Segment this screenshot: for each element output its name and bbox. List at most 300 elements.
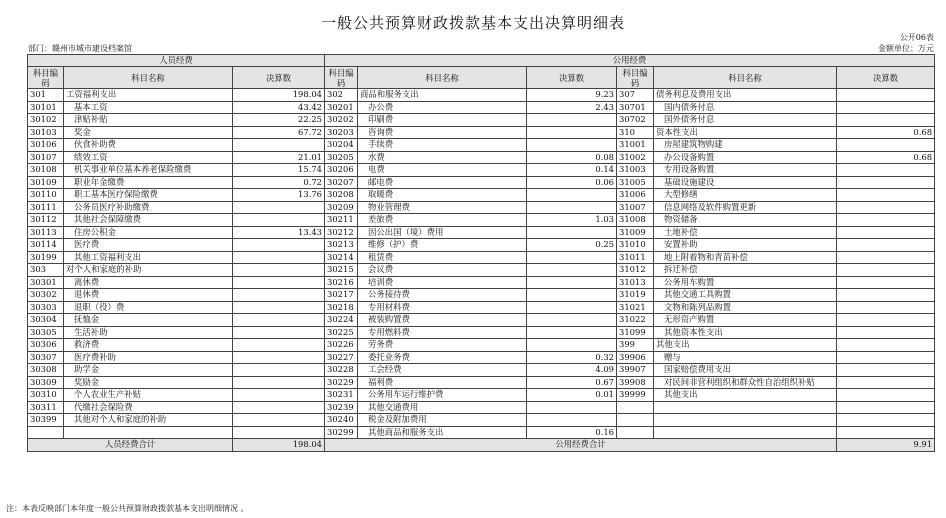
- name-cell: 其他对个人和家庭的补助: [64, 414, 233, 427]
- form-number: 公开06表: [899, 33, 934, 42]
- unit-label: 金额单位：万元: [878, 44, 934, 53]
- code-cell: 31001: [617, 139, 654, 152]
- code-cell: 31005: [617, 176, 654, 189]
- amount-cell: 198.04: [233, 89, 325, 102]
- group-header-row: [28, 55, 935, 67]
- code-cell: 30113: [28, 226, 64, 239]
- amount-cell: [837, 239, 935, 252]
- amount-cell: [233, 426, 325, 439]
- code-cell: 30211: [325, 214, 358, 227]
- name-cell: 职业年金缴费: [64, 176, 233, 189]
- code-cell: 30225: [325, 326, 358, 339]
- table-row: [28, 114, 935, 127]
- name-cell: 公务接待费: [358, 289, 527, 302]
- amount-cell: [527, 314, 617, 327]
- total-public-value: 9.91: [837, 439, 935, 452]
- amount-cell: [837, 301, 935, 314]
- group-public-header: 公用经费: [325, 55, 935, 67]
- code-cell: 307: [617, 89, 654, 102]
- code-cell: 30311: [28, 401, 64, 414]
- code-cell: 30212: [325, 226, 358, 239]
- amount-cell: [837, 401, 935, 414]
- amount-cell: [837, 264, 935, 277]
- code-cell: 30215: [325, 264, 358, 277]
- amount-cell: 0.32: [527, 351, 617, 364]
- name-cell: 资本性支出: [654, 126, 837, 139]
- amount-cell: 0.16: [527, 426, 617, 439]
- name-cell: 咨询费: [358, 126, 527, 139]
- amount-cell: [233, 326, 325, 339]
- amount-cell: [233, 414, 325, 427]
- table-row: [28, 364, 935, 377]
- name-cell: 其他交通费用: [358, 401, 527, 414]
- total-personnel-value: 198.04: [233, 439, 325, 452]
- name-cell: 生活补助: [64, 326, 233, 339]
- amount-cell: 4.09: [527, 364, 617, 377]
- amount-cell: [837, 326, 935, 339]
- code-cell: 30229: [325, 376, 358, 389]
- code-cell: 30309: [28, 376, 64, 389]
- amount-cell: [233, 289, 325, 302]
- name-cell: 电费: [358, 164, 527, 177]
- name-cell: 其他社会保障缴费: [64, 214, 233, 227]
- name-cell: 救济费: [64, 339, 233, 352]
- amount-cell: 0.72: [233, 176, 325, 189]
- table-row: [28, 376, 935, 389]
- amount-cell: [837, 139, 935, 152]
- code-cell: 30106: [28, 139, 64, 152]
- name-cell: 劳务费: [358, 339, 527, 352]
- code-cell: 30216: [325, 276, 358, 289]
- name-cell: 退休费: [64, 289, 233, 302]
- code-cell: 30228: [325, 364, 358, 377]
- table-row: [28, 139, 935, 152]
- code-cell: 30305: [28, 326, 64, 339]
- code-cell: 30207: [325, 176, 358, 189]
- table-row: [28, 264, 935, 277]
- col-header-code: 科目编码: [325, 67, 358, 89]
- col-header-name: 科目名称: [654, 67, 837, 89]
- name-cell: 福利费: [358, 376, 527, 389]
- name-cell: 抚恤金: [64, 314, 233, 327]
- amount-cell: 13.76: [233, 189, 325, 202]
- total-public-label: 公用经费合计: [325, 439, 837, 452]
- table-row: [28, 251, 935, 264]
- name-cell: 取暖费: [358, 189, 527, 202]
- col-header-code: 科目编码: [617, 67, 654, 89]
- amount-cell: [233, 139, 325, 152]
- code-cell: 302: [325, 89, 358, 102]
- code-cell: 30114: [28, 239, 64, 252]
- code-cell: [617, 414, 654, 427]
- amount-cell: [837, 164, 935, 177]
- code-cell: 30214: [325, 251, 358, 264]
- code-cell: 30227: [325, 351, 358, 364]
- code-cell: 31012: [617, 264, 654, 277]
- code-cell: 31010: [617, 239, 654, 252]
- amount-cell: [527, 264, 617, 277]
- expenditure-table: [27, 54, 935, 452]
- name-cell: 代缴社会保险费: [64, 401, 233, 414]
- name-cell: 被装购置费: [358, 314, 527, 327]
- group-personnel-header: 人员经费: [28, 55, 325, 67]
- amount-cell: [837, 426, 935, 439]
- code-cell: 30208: [325, 189, 358, 202]
- name-cell: 伙食补助费: [64, 139, 233, 152]
- name-cell: 无形资产购置: [654, 314, 837, 327]
- code-cell: 30306: [28, 339, 64, 352]
- name-cell: 机关事业单位基本养老保险缴费: [64, 164, 233, 177]
- code-cell: 30240: [325, 414, 358, 427]
- amount-cell: 15.74: [233, 164, 325, 177]
- table-row: [28, 101, 935, 114]
- code-cell: 30303: [28, 301, 64, 314]
- code-cell: 30239: [325, 401, 358, 414]
- amount-cell: 0.25: [527, 239, 617, 252]
- code-cell: 30108: [28, 164, 64, 177]
- amount-cell: [527, 114, 617, 127]
- department-label: 部门：赣州市城市建设档案馆: [28, 44, 132, 53]
- code-cell: 310: [617, 126, 654, 139]
- code-cell: 30213: [325, 239, 358, 252]
- name-cell: 对个人和家庭的补助: [64, 264, 233, 277]
- code-cell: 30201: [325, 101, 358, 114]
- code-cell: 301: [28, 89, 64, 102]
- amount-cell: [233, 239, 325, 252]
- amount-cell: [837, 339, 935, 352]
- name-cell: 办公费: [358, 101, 527, 114]
- name-cell: 工资福利支出: [64, 89, 233, 102]
- name-cell: 物资储备: [654, 214, 837, 227]
- name-cell: 差旅费: [358, 214, 527, 227]
- name-cell: 奖励金: [64, 376, 233, 389]
- name-cell: 商品和服务支出: [358, 89, 527, 102]
- name-cell: 个人农业生产补贴: [64, 389, 233, 402]
- amount-cell: 1.03: [527, 214, 617, 227]
- page-title: 一般公共预算财政拨款基本支出决算明细表: [320, 14, 625, 32]
- name-cell: 基本工资: [64, 101, 233, 114]
- amount-cell: 67.72: [233, 126, 325, 139]
- code-cell: 30112: [28, 214, 64, 227]
- code-cell: 31003: [617, 164, 654, 177]
- name-cell: 国外债务付息: [654, 114, 837, 127]
- name-cell: 公务用车购置: [654, 276, 837, 289]
- name-cell: 会议费: [358, 264, 527, 277]
- code-cell: 30101: [28, 101, 64, 114]
- name-cell: 因公出国（境）费用: [358, 226, 527, 239]
- amount-cell: [527, 189, 617, 202]
- amount-cell: [527, 339, 617, 352]
- code-cell: 30304: [28, 314, 64, 327]
- amount-cell: 13.43: [233, 226, 325, 239]
- table-row: [28, 201, 935, 214]
- amount-cell: 0.67: [527, 376, 617, 389]
- amount-cell: 0.06: [527, 176, 617, 189]
- table-row: [28, 151, 935, 164]
- code-cell: 31022: [617, 314, 654, 327]
- name-cell: 国家赔偿费用支出: [654, 364, 837, 377]
- total-row: [28, 439, 935, 452]
- code-cell: 30218: [325, 301, 358, 314]
- code-cell: [28, 426, 64, 439]
- code-cell: 30205: [325, 151, 358, 164]
- name-cell: 培训费: [358, 276, 527, 289]
- name-cell: 工会经费: [358, 364, 527, 377]
- amount-cell: [837, 251, 935, 264]
- table-row: [28, 126, 935, 139]
- amount-cell: [837, 176, 935, 189]
- table-row: [28, 314, 935, 327]
- code-cell: 31006: [617, 189, 654, 202]
- name-cell: 其他商品和服务支出: [358, 426, 527, 439]
- name-cell: 专用设备购置: [654, 164, 837, 177]
- code-cell: 31019: [617, 289, 654, 302]
- name-cell: 专用燃料费: [358, 326, 527, 339]
- col-header-amount: 决算数: [233, 67, 325, 89]
- amount-cell: [233, 351, 325, 364]
- name-cell: 其他交通工具购置: [654, 289, 837, 302]
- code-cell: 30203: [325, 126, 358, 139]
- code-cell: 31007: [617, 201, 654, 214]
- table-row: [28, 301, 935, 314]
- code-cell: 30209: [325, 201, 358, 214]
- name-cell: 税金及附加费用: [358, 414, 527, 427]
- amount-cell: [233, 276, 325, 289]
- name-cell: 医疗费补助: [64, 351, 233, 364]
- amount-cell: [527, 251, 617, 264]
- amount-cell: [837, 414, 935, 427]
- table-row: [28, 414, 935, 427]
- amount-cell: [837, 389, 935, 402]
- amount-cell: [837, 201, 935, 214]
- col-header-name: 科目名称: [358, 67, 527, 89]
- code-cell: 39999: [617, 389, 654, 402]
- name-cell: 对民间非营利组织和群众性自治组织补贴: [654, 376, 837, 389]
- name-cell: 维修（护）费: [358, 239, 527, 252]
- code-cell: [617, 401, 654, 414]
- name-cell: 安置补助: [654, 239, 837, 252]
- code-cell: 31021: [617, 301, 654, 314]
- code-cell: 30302: [28, 289, 64, 302]
- amount-cell: [233, 214, 325, 227]
- amount-cell: [527, 276, 617, 289]
- amount-cell: [233, 339, 325, 352]
- amount-cell: 43.42: [233, 101, 325, 114]
- col-header-name: 科目名称: [64, 67, 233, 89]
- table-row: [28, 326, 935, 339]
- table-row: [28, 351, 935, 364]
- code-cell: 303: [28, 264, 64, 277]
- col-header-code: 科目编码: [28, 67, 64, 89]
- code-cell: 30103: [28, 126, 64, 139]
- name-cell: 债务利息及费用支出: [654, 89, 837, 102]
- code-cell: 30102: [28, 114, 64, 127]
- amount-cell: [837, 364, 935, 377]
- name-cell: 土地补偿: [654, 226, 837, 239]
- name-cell: 公务用车运行维护费: [358, 389, 527, 402]
- amount-cell: [527, 401, 617, 414]
- name-cell: 其他资本性支出: [654, 326, 837, 339]
- table-row: [28, 339, 935, 352]
- name-cell: 退职（役）费: [64, 301, 233, 314]
- name-cell: [654, 414, 837, 427]
- table-row: [28, 289, 935, 302]
- name-cell: 津贴补贴: [64, 114, 233, 127]
- amount-cell: [233, 364, 325, 377]
- name-cell: 大型修缮: [654, 189, 837, 202]
- code-cell: 31002: [617, 151, 654, 164]
- name-cell: 拆迁补偿: [654, 264, 837, 277]
- amount-cell: 0.68: [837, 151, 935, 164]
- footnote: 注：本表反映部门本年度一般公共预算财政拨款基本支出明细情况 。: [6, 504, 249, 513]
- amount-cell: [837, 289, 935, 302]
- amount-cell: [233, 376, 325, 389]
- total-personnel-label: 人员经费合计: [28, 439, 233, 452]
- name-cell: 其他支出: [654, 339, 837, 352]
- code-cell: 30202: [325, 114, 358, 127]
- amount-cell: 0.14: [527, 164, 617, 177]
- name-cell: [654, 401, 837, 414]
- name-cell: 邮电费: [358, 176, 527, 189]
- amount-cell: [837, 276, 935, 289]
- code-cell: 399: [617, 339, 654, 352]
- column-header-row: [28, 67, 935, 89]
- name-cell: 基础设施建设: [654, 176, 837, 189]
- code-cell: 30301: [28, 276, 64, 289]
- code-cell: 30308: [28, 364, 64, 377]
- code-cell: 31008: [617, 214, 654, 227]
- code-cell: 30310: [28, 389, 64, 402]
- name-cell: 国内债务付息: [654, 101, 837, 114]
- code-cell: 31099: [617, 326, 654, 339]
- table-row: [28, 239, 935, 252]
- table-row: [28, 276, 935, 289]
- code-cell: 30226: [325, 339, 358, 352]
- name-cell: 绩效工资: [64, 151, 233, 164]
- name-cell: 医疗费: [64, 239, 233, 252]
- amount-cell: [527, 139, 617, 152]
- table-row: [28, 214, 935, 227]
- name-cell: [64, 426, 233, 439]
- amount-cell: [233, 301, 325, 314]
- name-cell: 专用材料费: [358, 301, 527, 314]
- amount-cell: 0.08: [527, 151, 617, 164]
- amount-cell: [233, 201, 325, 214]
- name-cell: 信息网络及软件购置更新: [654, 201, 837, 214]
- amount-cell: [527, 289, 617, 302]
- amount-cell: [837, 314, 935, 327]
- code-cell: 30224: [325, 314, 358, 327]
- amount-cell: [527, 226, 617, 239]
- code-cell: 30702: [617, 114, 654, 127]
- amount-cell: [527, 201, 617, 214]
- amount-cell: [837, 214, 935, 227]
- amount-cell: [837, 89, 935, 102]
- name-cell: 离休费: [64, 276, 233, 289]
- amount-cell: [527, 126, 617, 139]
- name-cell: 委托业务费: [358, 351, 527, 364]
- code-cell: 30199: [28, 251, 64, 264]
- amount-cell: [837, 114, 935, 127]
- amount-cell: [233, 389, 325, 402]
- code-cell: 31011: [617, 251, 654, 264]
- amount-cell: 22.25: [233, 114, 325, 127]
- name-cell: 其他工资福利支出: [64, 251, 233, 264]
- amount-cell: [233, 251, 325, 264]
- code-cell: 30231: [325, 389, 358, 402]
- amount-cell: [233, 401, 325, 414]
- name-cell: 地上附着物和青苗补偿: [654, 251, 837, 264]
- name-cell: 赠与: [654, 351, 837, 364]
- code-cell: 30206: [325, 164, 358, 177]
- col-header-amount: 决算数: [837, 67, 935, 89]
- code-cell: 39908: [617, 376, 654, 389]
- table-row: [28, 426, 935, 439]
- amount-cell: 9.23: [527, 89, 617, 102]
- name-cell: 奖金: [64, 126, 233, 139]
- amount-cell: 0.68: [837, 126, 935, 139]
- code-cell: 31013: [617, 276, 654, 289]
- table-row: [28, 389, 935, 402]
- table-row: [28, 226, 935, 239]
- name-cell: 印刷费: [358, 114, 527, 127]
- code-cell: 30399: [28, 414, 64, 427]
- name-cell: 住房公积金: [64, 226, 233, 239]
- name-cell: 助学金: [64, 364, 233, 377]
- table-row: [28, 176, 935, 189]
- amount-cell: [837, 101, 935, 114]
- amount-cell: 0.01: [527, 389, 617, 402]
- name-cell: 职工基本医疗保险缴费: [64, 189, 233, 202]
- amount-cell: [527, 301, 617, 314]
- amount-cell: [233, 314, 325, 327]
- name-cell: [654, 426, 837, 439]
- code-cell: 39907: [617, 364, 654, 377]
- name-cell: 文物和陈列品购置: [654, 301, 837, 314]
- code-cell: 30701: [617, 101, 654, 114]
- code-cell: 30107: [28, 151, 64, 164]
- amount-cell: [837, 351, 935, 364]
- amount-cell: [527, 326, 617, 339]
- amount-cell: [837, 189, 935, 202]
- amount-cell: 2.43: [527, 101, 617, 114]
- code-cell: 31009: [617, 226, 654, 239]
- amount-cell: [837, 376, 935, 389]
- code-cell: 39906: [617, 351, 654, 364]
- code-cell: 30110: [28, 189, 64, 202]
- table-row: [28, 189, 935, 202]
- code-cell: 30307: [28, 351, 64, 364]
- amount-cell: [527, 414, 617, 427]
- table-row: [28, 164, 935, 177]
- code-cell: 30217: [325, 289, 358, 302]
- code-cell: 30109: [28, 176, 64, 189]
- name-cell: 其他支出: [654, 389, 837, 402]
- code-cell: [617, 426, 654, 439]
- name-cell: 物业管理费: [358, 201, 527, 214]
- name-cell: 手续费: [358, 139, 527, 152]
- code-cell: 30299: [325, 426, 358, 439]
- amount-cell: 21.01: [233, 151, 325, 164]
- name-cell: 房屋建筑物购建: [654, 139, 837, 152]
- name-cell: 水费: [358, 151, 527, 164]
- table-row: [28, 89, 935, 102]
- code-cell: 30204: [325, 139, 358, 152]
- amount-cell: [837, 226, 935, 239]
- name-cell: 租赁费: [358, 251, 527, 264]
- name-cell: 办公设备购置: [654, 151, 837, 164]
- code-cell: 30111: [28, 201, 64, 214]
